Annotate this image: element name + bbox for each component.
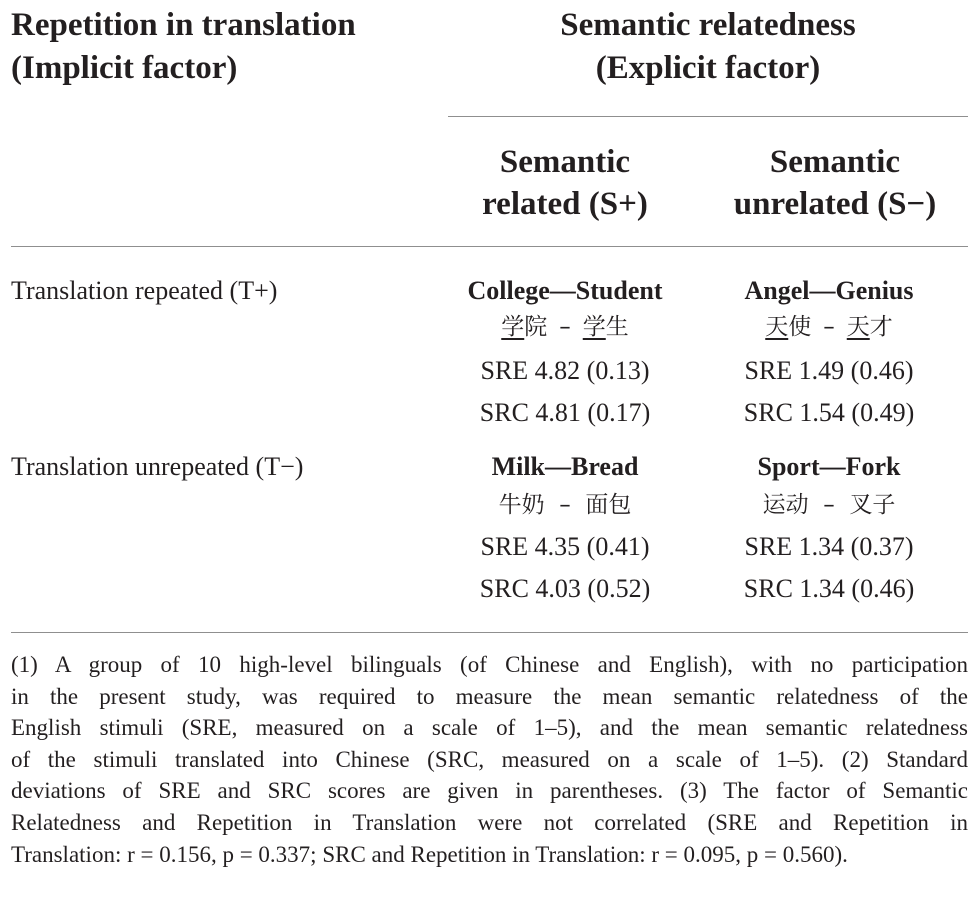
word-pair: Sport—Fork [757,452,901,481]
cell-unrepeated-related [440,450,690,606]
zh-char: 学 [582,314,606,340]
footnote-line: deviations of SRE and SRC scores are given in parentheses. (3) The factor of Semantic [11,778,968,804]
footnote-line: in the present study, was required to measure the mean semantic relatedness of the [11,683,968,709]
header-rule-partial [448,116,968,117]
row-label-repeated: Translation repeated (T+) [11,276,278,305]
word-pair: Milk—Bread [491,452,639,481]
header-left-line2: (Implicit factor) [11,50,238,86]
sre-score: SRE 4.82 (0.13) [480,356,650,385]
header-right-line2: (Explicit factor) [595,50,821,86]
subheader-related [450,141,680,225]
src-score: SRC 1.34 (0.46) [743,574,915,603]
sre-score: SRE 1.34 (0.37) [744,532,914,561]
zh-char: 天 [846,314,870,340]
row-label-unrepeated: Translation unrepeated (T−) [11,452,304,481]
word-pair: Angel—Genius [744,276,914,305]
zh-char: 使 [788,314,812,340]
zh-char: 学 [501,314,525,340]
footnote-line: Translation: r = 0.156, p = 0.337; SRC and Repetition in Translation: r = 0.095, p = 0.560). [11,841,848,867]
cell-repeated-unrelated [700,274,958,430]
header-right-line1: Semantic relatedness [560,7,856,43]
chinese-pair [440,310,690,344]
column-header-semantic [448,4,968,90]
subheader-unrelated-line1: Semantic [769,144,901,180]
src-score: SRC 4.03 (0.52) [479,574,651,603]
table-footnotes [11,649,968,870]
zh-dash: – [823,314,835,340]
header-rule-full [11,246,968,247]
zh-dash: – [559,314,571,340]
src-score: SRC 1.54 (0.49) [743,398,915,427]
zh-char: 院 [524,314,548,340]
chinese-pair [700,310,958,344]
footnote-line: of the stimuli translated into Chinese (SRC, measured on a scale of 1–5). (2) Standard [11,746,968,772]
sre-score: SRE 1.49 (0.46) [744,356,914,385]
footnote-line: (1) A group of 10 high-level bilinguals (of Chinese and English), with no participation [11,652,968,677]
src-score: SRC 4.81 (0.17) [479,398,651,427]
subheader-unrelated-line2: unrelated (S−) [733,186,937,222]
cell-unrepeated-unrelated [700,450,958,606]
header-left-line1: Repetition in translation [11,7,356,43]
subheader-related-line1: Semantic [499,144,631,180]
chinese-pair: 牛奶 – 面包 [498,492,632,518]
cell-repeated-related [440,274,690,430]
column-header-repetition [11,4,431,90]
footnote-line: Relatedness and Repetition in Translation were not correlated (SRE and Repetition in [11,809,968,835]
table-bottom-rule [11,632,968,633]
zh-char: 天 [765,314,789,340]
zh-char: 才 [869,314,893,340]
word-pair: College—Student [467,276,663,305]
chinese-pair: 运动 – 叉子 [762,492,896,518]
sre-score: SRE 4.35 (0.41) [480,532,650,561]
subheader-unrelated [700,141,970,225]
zh-char: 生 [605,314,629,340]
subheader-related-line2: related (S+) [482,186,648,222]
footnote-line: English stimuli (SRE, measured on a scale of 1–5), and the mean semantic relatedness [11,715,968,741]
